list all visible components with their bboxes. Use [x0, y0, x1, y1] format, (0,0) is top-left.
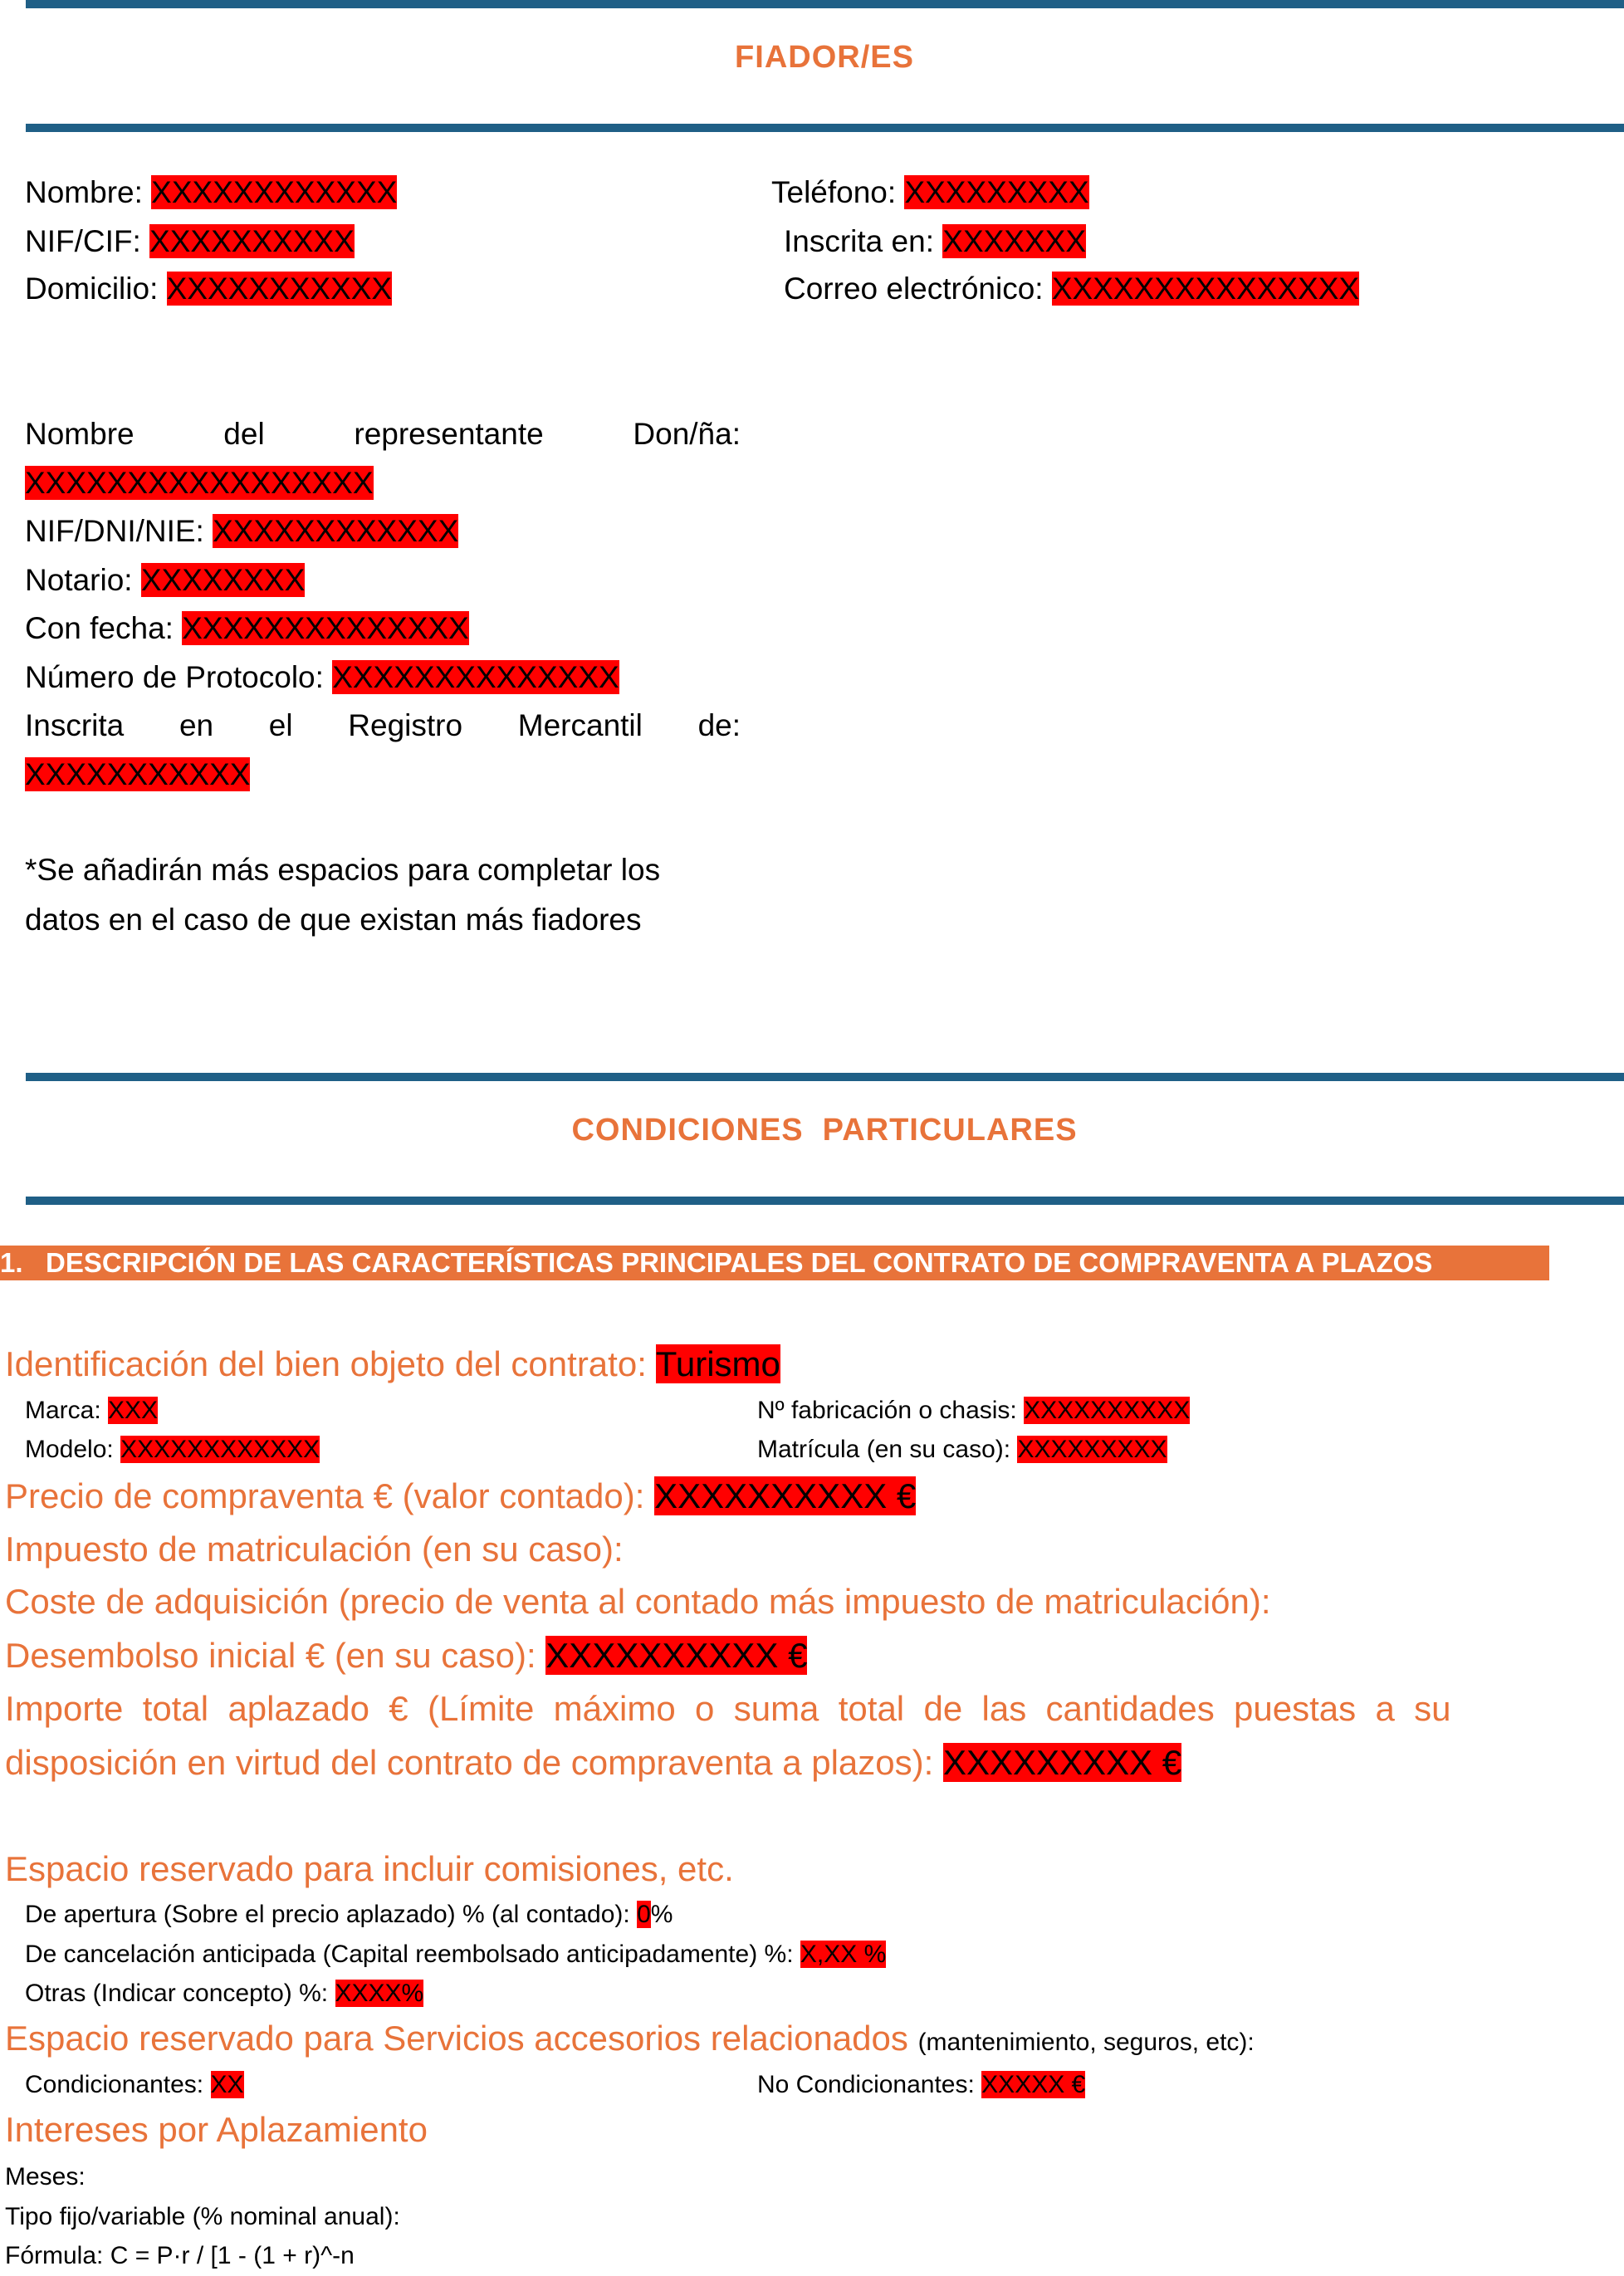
value-field[interactable]: XXXXXXXXXX: [1024, 1397, 1191, 1424]
value-field[interactable]: XXXXXXXXXXXX: [120, 1436, 320, 1463]
label: Inscrita en:: [784, 224, 934, 258]
label: Identificación del bien objeto del contrato:: [5, 1344, 647, 1383]
word: representante: [354, 417, 544, 451]
condicionantes-row: [25, 2070, 244, 2100]
field-correo: [784, 271, 1359, 307]
importe-row-2: [5, 1742, 1181, 1784]
value-field[interactable]: XX: [210, 2071, 244, 2098]
value-field[interactable]: XXXXXXXXXX €: [654, 1476, 917, 1515]
label: Número de Protocolo:: [25, 660, 324, 694]
representante-label: [25, 416, 741, 453]
value-field[interactable]: XXXXXXXXXXXXXX: [182, 611, 469, 645]
value-field[interactable]: XXXXX €: [981, 2071, 1086, 2098]
word: Registro: [348, 708, 463, 742]
field-domicilio: [25, 271, 392, 307]
label: Precio de compraventa € (valor contado):: [5, 1476, 645, 1515]
field-nif: [25, 223, 355, 260]
coste-row: Coste de adquisición (precio de venta al contado más impuesto de matriculación):: [5, 1582, 1271, 1621]
identificacion-row: [5, 1344, 780, 1385]
value-field[interactable]: XXXXXXX: [942, 224, 1087, 258]
divider: [26, 1197, 1624, 1205]
value-field[interactable]: XXXXXXXXXXX: [166, 272, 393, 306]
label: Con fecha:: [25, 611, 174, 645]
field-fecha: [25, 610, 469, 647]
field-nif-dni: [25, 513, 458, 550]
word: Don/ña:: [633, 417, 741, 451]
value-field[interactable]: XXXXXXXXXX: [149, 224, 355, 258]
desembolso-row: [5, 1635, 807, 1676]
value-field[interactable]: XXXXXXXXXXXX: [213, 514, 459, 548]
label: Modelo:: [25, 1436, 114, 1463]
field-protocolo: [25, 659, 619, 696]
otras-row: [25, 1979, 423, 2009]
label: Otras (Indicar concepto) %:: [25, 1980, 329, 2007]
note: (mantenimiento, seguros, etc):: [917, 2029, 1255, 2056]
cancelacion-row: [25, 1940, 886, 1970]
section-title-condiciones: CONDICIONES PARTICULARES: [571, 1113, 1078, 1148]
label: No Condicionantes:: [757, 2071, 975, 2098]
value-field[interactable]: XXXXXXXXX: [1017, 1436, 1167, 1463]
value-field[interactable]: XXXXXXXXXXX: [25, 757, 251, 791]
intereses-title: Intereses por Aplazamiento: [5, 2110, 428, 2149]
value-field[interactable]: Turismo: [655, 1344, 780, 1383]
importe-row: Importe total aplazado € (Límite máximo o suma total de las cantidades puestas a su: [5, 1689, 1451, 1728]
percent-suffix: %: [650, 1901, 673, 1928]
value-field[interactable]: XXXXXXXXXXXXXXXXX: [25, 466, 374, 500]
tipo-row: Tipo fijo/variable (% nominal anual):: [5, 2203, 400, 2230]
label: Condicionantes:: [25, 2071, 204, 2098]
value-field[interactable]: XXXXXXXXXXXX: [151, 175, 398, 209]
field-nombre: [25, 174, 397, 211]
word: del: [223, 417, 265, 451]
field-telefono: [771, 174, 1089, 211]
no-condicionantes-row: [757, 2070, 1085, 2100]
comisiones-title: Espacio reservado para incluir comisiones, etc.: [5, 1849, 734, 1888]
label: NIF/CIF:: [25, 224, 141, 258]
servicios-title: [5, 2018, 1255, 2059]
word: Nombre: [25, 417, 135, 451]
divider: [26, 0, 1624, 8]
registro-label: [25, 707, 741, 744]
label: disposición en virtud del contrato de compraventa a plazos):: [5, 1743, 934, 1782]
value-field[interactable]: X,XX %: [800, 1941, 887, 1968]
meses-row: Meses:: [5, 2163, 86, 2190]
value-field[interactable]: XXXXXXXX: [140, 563, 306, 597]
section-title-fiadores: FIADOR/ES: [735, 40, 914, 75]
word: Inscrita: [25, 708, 125, 742]
note-line: *Se añadirán más espacios para completar los: [25, 853, 661, 887]
label: Domicilio:: [25, 272, 159, 306]
modelo-row: [25, 1435, 320, 1465]
apertura-row: [25, 1900, 673, 1930]
label: Matrícula (en su caso):: [757, 1436, 1011, 1463]
formula-row: Fórmula: C = P·r / [1 - (1 + r)^-n: [5, 2242, 355, 2269]
value-field[interactable]: XXXXXXXXXX €: [545, 1636, 808, 1675]
value-field[interactable]: XXXXXXXXXXXXXX: [332, 660, 619, 694]
label: Nombre:: [25, 175, 143, 209]
note-line: datos en el caso de que existan más fiadores: [25, 903, 642, 937]
value-field[interactable]: XXXX%: [335, 1980, 424, 2007]
value-field[interactable]: XXXXXXXXX: [904, 175, 1089, 209]
divider: [26, 124, 1624, 132]
field-inscrita: [784, 223, 1086, 260]
word: Mercantil: [517, 708, 643, 742]
section-heading-1: [0, 1246, 1549, 1280]
label: Desembolso inicial € (en su caso):: [5, 1636, 536, 1675]
marca-row: [25, 1396, 158, 1426]
label: Marca:: [25, 1397, 101, 1424]
representante-value: [25, 465, 374, 502]
label: Correo electrónico:: [784, 272, 1044, 306]
value-field[interactable]: XXXXXXXXXXXXXXX: [1051, 272, 1360, 306]
label: Notario:: [25, 563, 133, 597]
divider: [26, 1073, 1624, 1081]
matricula-row: [757, 1435, 1167, 1465]
label: Teléfono:: [771, 175, 897, 209]
word: de:: [697, 708, 741, 742]
impuesto-row: Impuesto de matriculación (en su caso):: [5, 1530, 624, 1569]
field-notario: [25, 562, 305, 599]
label: De cancelación anticipada (Capital reembolsado anticipadamente) %:: [25, 1941, 794, 1968]
registro-value: [25, 756, 250, 793]
label: Nº fabricación o chasis:: [757, 1397, 1017, 1424]
label: De apertura (Sobre el precio aplazado) % (al contado):: [25, 1901, 630, 1928]
label: NIF/DNI/NIE:: [25, 514, 204, 548]
label: Espacio reservado para Servicios accesorios relacionados: [5, 2019, 908, 2058]
word: el: [268, 708, 293, 742]
precio-row: [5, 1476, 916, 1517]
section-heading-text: 1. DESCRIPCIÓN DE LAS CARACTERÍSTICAS PRINCIPALES DEL CONTRATO DE COMPRAVENTA A PLAZOS: [0, 1247, 1433, 1278]
value-field[interactable]: 0: [637, 1901, 651, 1928]
chasis-row: [757, 1396, 1190, 1426]
value-field[interactable]: XXXXXXXXX €: [942, 1743, 1182, 1782]
word: en: [179, 708, 214, 742]
value-field[interactable]: XXX: [108, 1397, 159, 1424]
